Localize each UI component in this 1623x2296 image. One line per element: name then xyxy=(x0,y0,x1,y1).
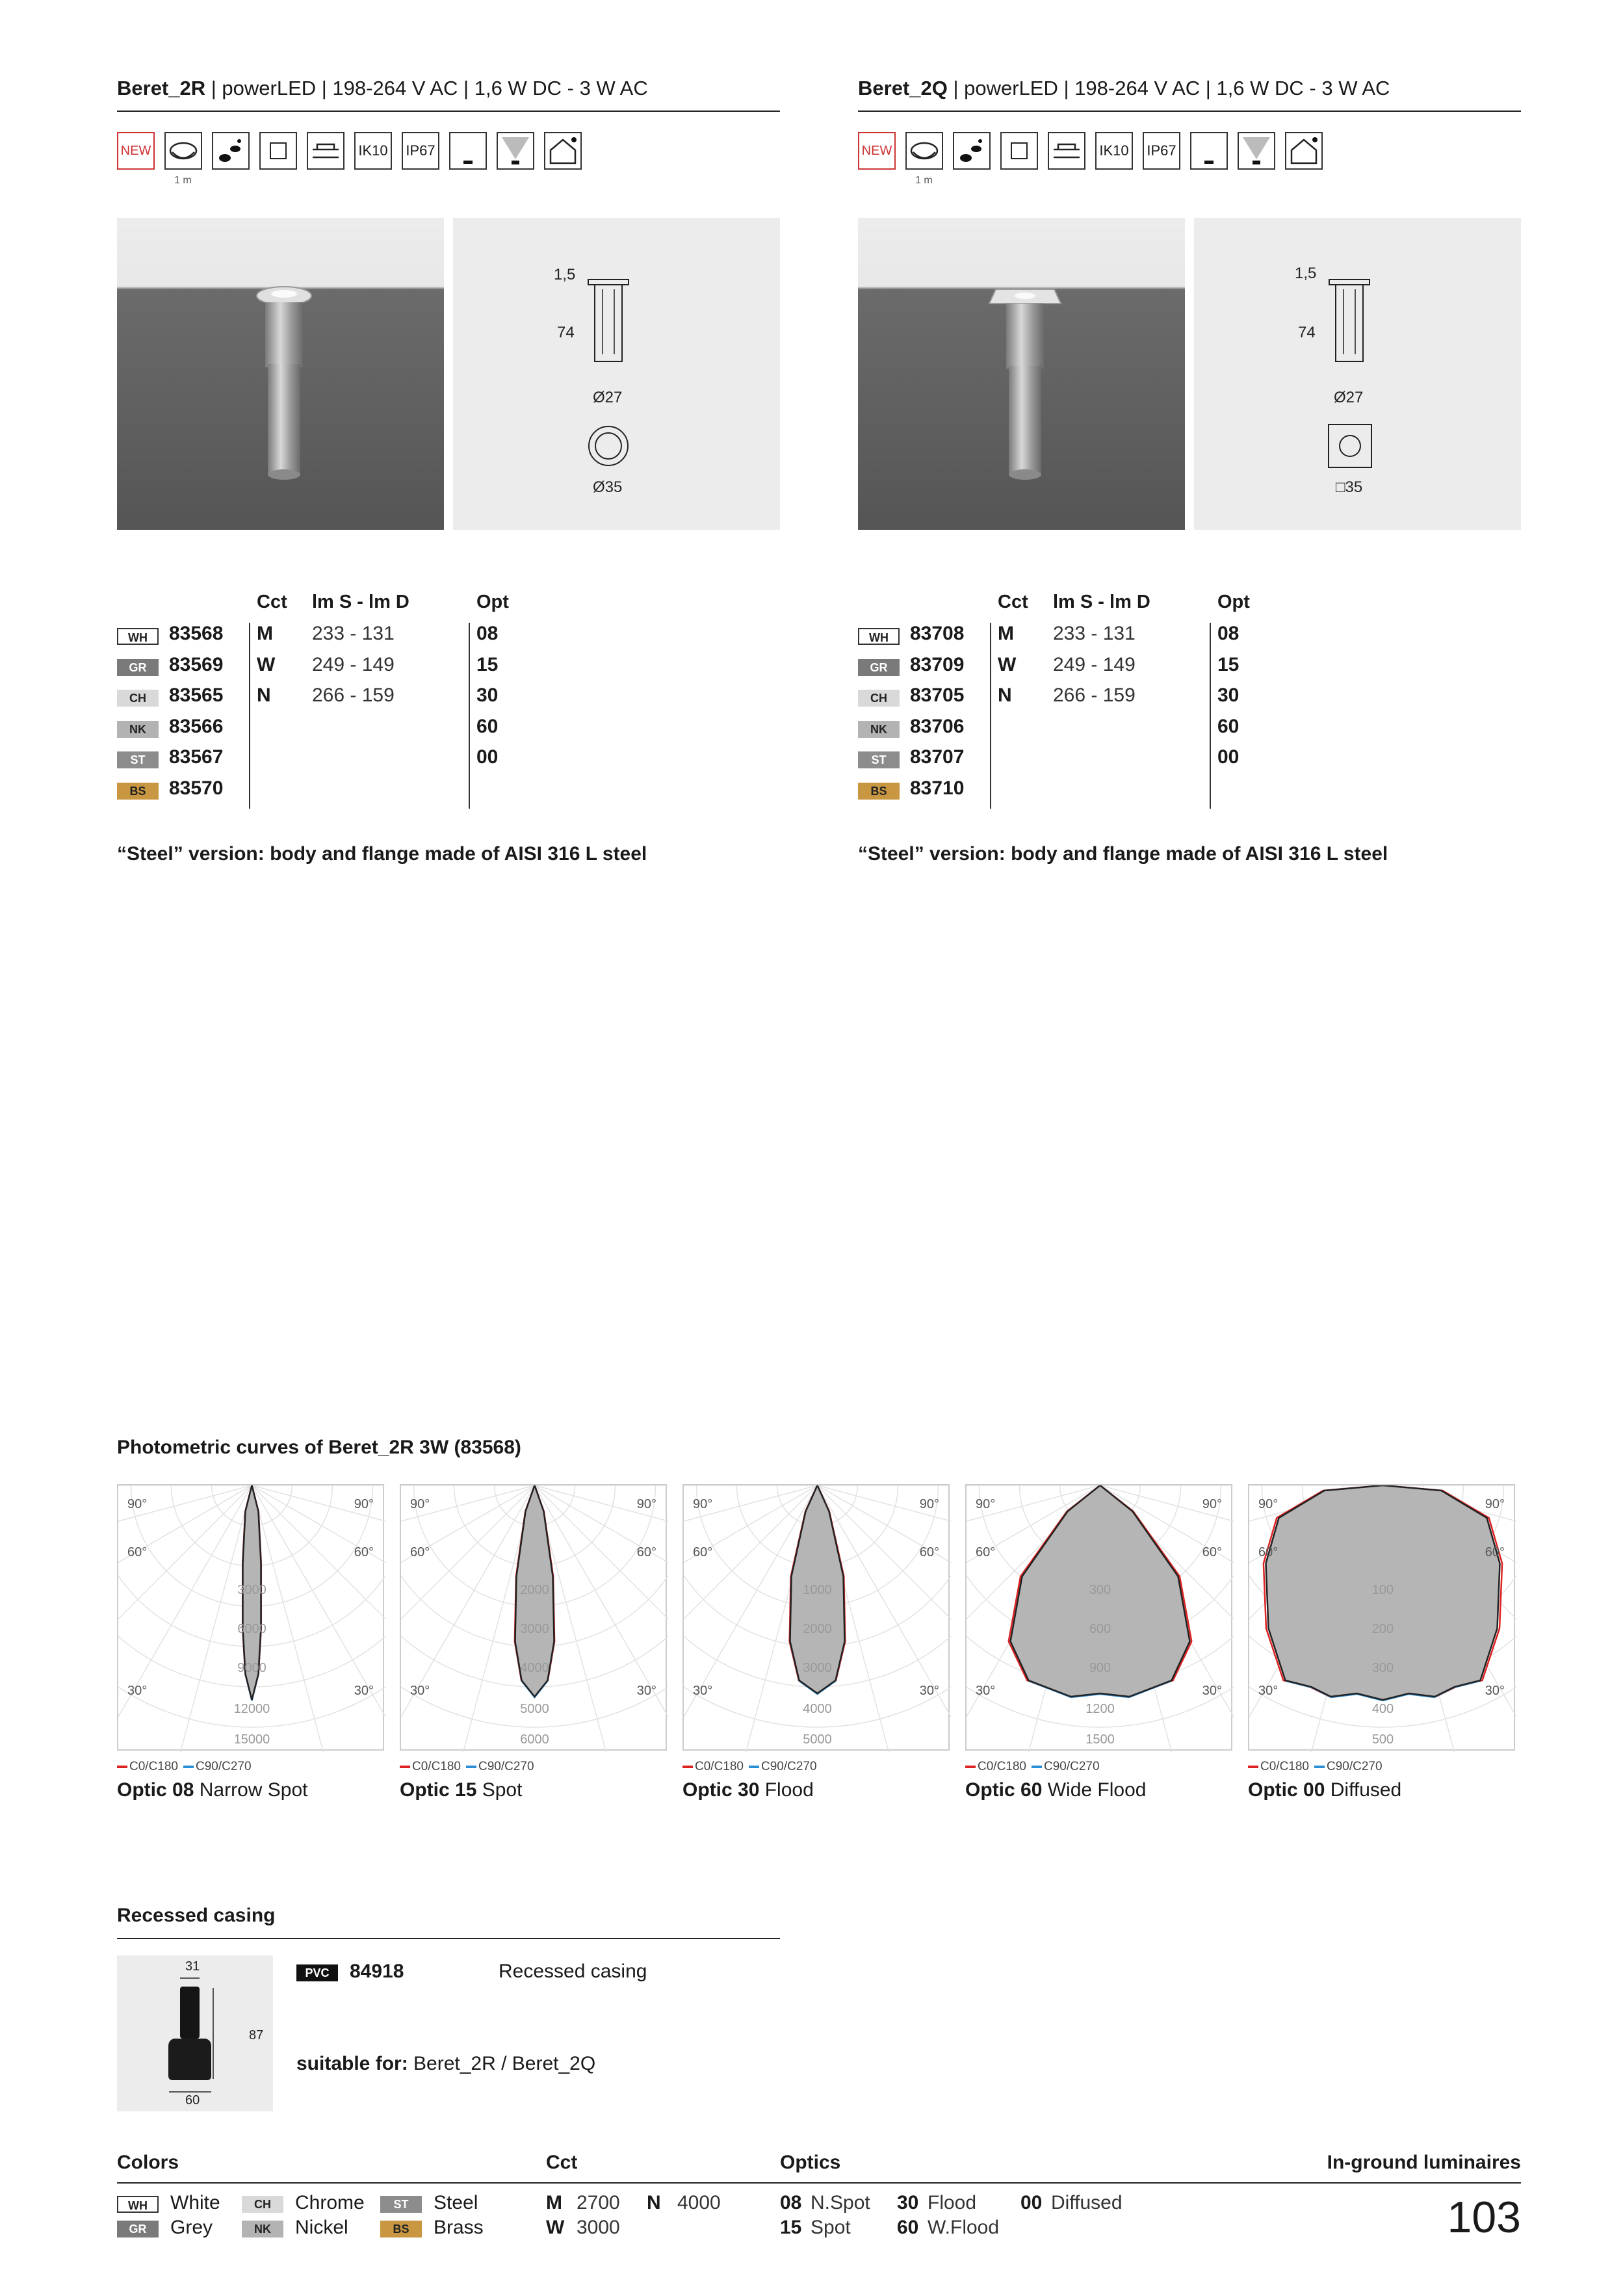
c90-legend-label: C90/C270 xyxy=(196,1760,252,1773)
intensity-tick-label: 4000 xyxy=(520,1661,549,1675)
optic-code: 60 xyxy=(1217,715,1240,737)
optic-code: 08 xyxy=(476,623,499,644)
angle-label-left: 60° xyxy=(127,1545,148,1559)
optic-code: 60 xyxy=(476,715,499,737)
footer-optics-title: Optics xyxy=(780,2152,841,2173)
photometric-chart xyxy=(400,1484,667,1751)
table-row xyxy=(117,685,520,713)
c90-swatch xyxy=(466,1766,476,1768)
right-product-spec: | powerLED | 198-264 V AC | 1,6 W DC - 3 W AC xyxy=(947,77,1390,99)
square-class-icon xyxy=(259,132,297,170)
left-feature-icons xyxy=(117,132,598,186)
lm-header: lm S - lm D xyxy=(1053,592,1150,612)
angle-label-right: 30° xyxy=(636,1684,656,1698)
color-badge: GR xyxy=(117,2221,159,2237)
casing-code: 84918 xyxy=(350,1961,404,1982)
optic-name: Wide Flood xyxy=(1047,1779,1147,1801)
left-product-name: Beret_2R xyxy=(117,77,206,99)
product-code: 83567 xyxy=(169,746,224,768)
optic-number: 60 xyxy=(1020,1779,1043,1801)
curve-legend xyxy=(117,1760,252,1774)
recessed-icon xyxy=(1048,132,1085,170)
optic-code: 00 xyxy=(476,746,499,768)
casing-top-dim: 31 xyxy=(185,1959,200,1974)
pvc-badge: PVC xyxy=(296,1964,338,1981)
footer-colors-title: Colors xyxy=(117,2152,179,2173)
lumen-value: 233 - 131 xyxy=(1053,623,1136,644)
angle-label-right: 30° xyxy=(354,1684,374,1698)
optic-label xyxy=(965,1779,1146,1801)
lumen-value: 266 - 159 xyxy=(312,685,395,706)
lm-header: lm S - lm D xyxy=(312,592,409,612)
table-row xyxy=(117,716,520,744)
optic-number: 08 xyxy=(172,1779,194,1801)
intensity-tick-label: 3000 xyxy=(237,1583,266,1597)
angle-label-right: 60° xyxy=(1202,1545,1222,1559)
angle-label-left: 60° xyxy=(693,1545,713,1559)
casing-height-dim: 87 xyxy=(249,2028,264,2042)
optic-code: 15 xyxy=(1217,653,1240,675)
c0-swatch xyxy=(1248,1766,1258,1768)
optic-name: Narrow Spot xyxy=(199,1779,308,1801)
table-row xyxy=(117,623,520,651)
c0-legend-label: C0/C180 xyxy=(1260,1760,1309,1773)
optic-code: 00 xyxy=(1217,746,1240,768)
product-code: 83705 xyxy=(910,685,965,706)
optic-code: 08 xyxy=(1217,623,1240,644)
outdoor-house-icon xyxy=(544,132,582,170)
photometric-chart xyxy=(682,1484,950,1751)
table-row xyxy=(858,746,1261,775)
angle-label-right: 60° xyxy=(354,1545,374,1559)
finish-badge: BS xyxy=(117,783,159,800)
curve-legend xyxy=(682,1760,817,1774)
angle-label-left: 30° xyxy=(410,1684,430,1698)
c0-swatch xyxy=(400,1766,410,1768)
casing-suitable xyxy=(296,2053,595,2075)
cct-header: Cct xyxy=(257,592,287,612)
surface-temp-icon xyxy=(449,132,487,170)
table-row xyxy=(117,777,520,806)
cable-icon xyxy=(905,132,943,170)
intensity-tick-label: 1500 xyxy=(1085,1732,1115,1747)
finish-badge: GR xyxy=(117,659,159,676)
cct-code: M xyxy=(257,623,273,644)
cct-code: W xyxy=(998,653,1017,675)
intensity-tick-label: 300 xyxy=(1371,1661,1394,1675)
angle-label-right: 30° xyxy=(1485,1684,1505,1698)
body-diameter-dim: Ø27 xyxy=(1334,389,1364,406)
intensity-tick-label: 5000 xyxy=(803,1732,832,1747)
optic-value: N.Spot xyxy=(811,2192,870,2213)
angle-label-left: 30° xyxy=(976,1684,996,1698)
beam-up-icon xyxy=(1238,132,1275,170)
right-steel-note: “Steel” version: body and flange made of AISI 316 L steel xyxy=(858,843,1388,865)
angle-label-left: 30° xyxy=(693,1684,713,1698)
optic-prefix: Optic xyxy=(965,1779,1015,1801)
color-badge: CH xyxy=(242,2196,283,2213)
angle-label-left: 90° xyxy=(1258,1497,1279,1511)
table-row xyxy=(858,654,1261,683)
optic-label xyxy=(400,1779,522,1801)
optic-code: 15 xyxy=(476,653,499,675)
flange-dim: 1,5 xyxy=(1295,265,1317,282)
intensity-tick-label: 200 xyxy=(1371,1622,1394,1636)
angle-label-right: 60° xyxy=(1485,1545,1505,1559)
c0-legend-label: C0/C180 xyxy=(695,1760,744,1773)
finish-badge: NK xyxy=(858,721,900,738)
c90-swatch xyxy=(1032,1766,1042,1768)
table-row xyxy=(117,654,520,683)
c90-swatch xyxy=(183,1766,194,1768)
curve-legend xyxy=(400,1760,534,1774)
product-render-image xyxy=(117,218,444,530)
finish-badge: CH xyxy=(858,690,900,707)
color-name: Chrome xyxy=(295,2192,365,2213)
optic-number: 00 xyxy=(1303,1779,1325,1801)
left-technical-drawing xyxy=(453,218,780,530)
right-product-table xyxy=(858,592,1261,813)
c90-legend-label: C90/C270 xyxy=(1327,1760,1383,1773)
intensity-tick-label: 6000 xyxy=(237,1622,266,1636)
ik10-icon: IK10 xyxy=(1095,132,1133,170)
finish-badge: BS xyxy=(858,783,900,800)
cct-code: M xyxy=(998,623,1014,644)
color-badge: BS xyxy=(380,2221,422,2237)
angle-label-right: 60° xyxy=(636,1545,656,1559)
c0-swatch xyxy=(965,1766,976,1768)
right-feature-icons xyxy=(858,132,1339,186)
suitable-value: Beret_2R / Beret_2Q xyxy=(408,2053,596,2074)
cct-code: N xyxy=(998,685,1012,706)
finish-badge: NK xyxy=(117,721,159,738)
head-square-dim: □35 xyxy=(1336,478,1363,496)
left-product-title xyxy=(117,77,780,112)
table-row xyxy=(858,777,1261,806)
right-technical-drawing xyxy=(1194,218,1521,530)
color-badge: NK xyxy=(242,2221,283,2237)
product-render-image xyxy=(858,218,1185,530)
angle-label-left: 90° xyxy=(976,1497,996,1511)
optic-code: 30 xyxy=(897,2192,919,2213)
color-name: Steel xyxy=(434,2192,478,2213)
table-row xyxy=(117,746,520,775)
ip67-icon: IP67 xyxy=(402,132,439,170)
c90-swatch xyxy=(749,1766,759,1768)
product-code: 83570 xyxy=(169,777,224,799)
angle-label-right: 90° xyxy=(919,1497,939,1511)
surface-temp-icon xyxy=(1190,132,1228,170)
head-diameter-dim: Ø35 xyxy=(593,478,623,496)
new-badge-icon: NEW xyxy=(117,132,155,170)
footer-cct-title: Cct xyxy=(546,2152,578,2173)
casing-bottom-dim: 60 xyxy=(185,2093,200,2107)
cct-value: 2700 xyxy=(577,2192,620,2213)
c0-swatch xyxy=(117,1766,127,1768)
color-name: Brass xyxy=(434,2217,484,2238)
lumen-value: 249 - 149 xyxy=(312,653,395,675)
optic-code: 30 xyxy=(476,685,499,706)
product-code: 83708 xyxy=(910,623,965,644)
optic-prefix: Optic xyxy=(400,1779,450,1801)
optic-value: Diffused xyxy=(1051,2192,1123,2213)
table-row xyxy=(858,685,1261,713)
c0-legend-label: C0/C180 xyxy=(978,1760,1026,1773)
optic-number: 15 xyxy=(455,1779,477,1801)
lumen-value: 233 - 131 xyxy=(312,623,395,644)
c90-swatch xyxy=(1314,1766,1325,1768)
recessed-casing-image xyxy=(117,1955,273,2111)
cable-length-label: 1 m xyxy=(174,175,192,186)
left-product-spec: | powerLED | 198-264 V AC | 1,6 W DC - 3 W AC xyxy=(205,77,648,99)
optic-value: W.Flood xyxy=(928,2217,1000,2238)
intensity-tick-label: 300 xyxy=(1089,1583,1111,1597)
product-code: 83569 xyxy=(169,653,224,675)
square-class-icon xyxy=(1000,132,1038,170)
opt-header: Opt xyxy=(476,592,509,612)
angle-label-right: 30° xyxy=(1202,1684,1222,1698)
curve-legend xyxy=(1248,1760,1383,1774)
cable-length-label: 1 m xyxy=(915,175,933,186)
product-code: 83707 xyxy=(910,746,965,768)
ik10-icon: IK10 xyxy=(354,132,392,170)
color-name: Nickel xyxy=(295,2217,348,2238)
intensity-tick-label: 12000 xyxy=(233,1702,270,1716)
optic-label xyxy=(1248,1779,1401,1801)
finish-badge: ST xyxy=(117,751,159,768)
body-diameter-dim: Ø27 xyxy=(593,389,623,406)
optic-prefix: Optic xyxy=(682,1779,733,1801)
optic-prefix: Optic xyxy=(1248,1779,1298,1801)
intensity-tick-label: 4000 xyxy=(803,1702,832,1716)
recessed-rule xyxy=(117,1938,780,1939)
optic-code: 60 xyxy=(897,2217,919,2238)
product-code: 83706 xyxy=(910,715,965,737)
intensity-tick-label: 9000 xyxy=(237,1661,266,1675)
c0-legend-label: C0/C180 xyxy=(129,1760,178,1773)
finish-badge: CH xyxy=(117,690,159,707)
finish-badge: GR xyxy=(858,659,900,676)
c0-swatch xyxy=(682,1766,693,1768)
photometric-chart xyxy=(117,1484,384,1751)
cct-value: 4000 xyxy=(677,2192,721,2213)
optic-value: Flood xyxy=(928,2192,977,2213)
angle-label-right: 90° xyxy=(636,1497,656,1511)
lumen-value: 249 - 149 xyxy=(1053,653,1136,675)
cct-value: 3000 xyxy=(577,2217,620,2238)
walkover-icon xyxy=(953,132,991,170)
intensity-tick-label: 900 xyxy=(1089,1661,1111,1675)
right-product-name: Beret_2Q xyxy=(858,77,948,99)
intensity-tick-label: 2000 xyxy=(803,1622,832,1636)
left-product-table xyxy=(117,592,520,813)
footer-rule xyxy=(117,2182,1521,2184)
optic-code: 08 xyxy=(780,2192,802,2213)
left-product-photo xyxy=(117,218,444,530)
cct-code: W xyxy=(257,653,276,675)
photometric-title: Photometric curves of Beret_2R 3W (83568) xyxy=(117,1437,521,1458)
finish-badge: WH xyxy=(117,628,159,645)
table-row xyxy=(858,623,1261,651)
c90-legend-label: C90/C270 xyxy=(478,1760,534,1773)
height-dim: 74 xyxy=(1298,324,1316,341)
product-code: 83709 xyxy=(910,653,965,675)
angle-label-left: 90° xyxy=(693,1497,713,1511)
intensity-tick-label: 5000 xyxy=(520,1702,549,1716)
opt-header: Opt xyxy=(1217,592,1250,612)
intensity-tick-label: 100 xyxy=(1371,1583,1394,1597)
angle-label-left: 60° xyxy=(410,1545,430,1559)
cable-icon xyxy=(164,132,202,170)
color-badge: ST xyxy=(380,2196,422,2213)
intensity-tick-label: 15000 xyxy=(233,1732,270,1747)
photometric-chart xyxy=(1248,1484,1515,1751)
intensity-tick-label: 600 xyxy=(1089,1622,1111,1636)
angle-label-right: 90° xyxy=(1202,1497,1222,1511)
cct-code: N xyxy=(257,685,271,706)
beam-up-icon xyxy=(497,132,534,170)
angle-label-left: 60° xyxy=(1258,1545,1279,1559)
optic-code: 00 xyxy=(1020,2192,1043,2213)
recessed-icon xyxy=(307,132,344,170)
color-name: White xyxy=(170,2192,220,2213)
c0-legend-label: C0/C180 xyxy=(412,1760,461,1773)
optic-prefix: Optic xyxy=(117,1779,167,1801)
product-code: 83566 xyxy=(169,715,224,737)
optic-name: Flood xyxy=(764,1779,814,1801)
cct-code: W xyxy=(546,2217,565,2238)
ip67-icon: IP67 xyxy=(1143,132,1180,170)
product-code: 83568 xyxy=(169,623,224,644)
optic-label xyxy=(682,1779,814,1801)
optic-code: 15 xyxy=(780,2217,802,2238)
angle-label-right: 30° xyxy=(919,1684,939,1698)
color-name: Grey xyxy=(170,2217,213,2238)
suitable-label: suitable for: xyxy=(296,2053,408,2074)
cct-code: N xyxy=(647,2192,661,2213)
intensity-tick-label: 500 xyxy=(1371,1732,1394,1747)
table-row xyxy=(858,716,1261,744)
height-dim: 74 xyxy=(557,324,575,341)
outdoor-house-icon xyxy=(1285,132,1323,170)
angle-label-left: 60° xyxy=(976,1545,996,1559)
c90-legend-label: C90/C270 xyxy=(1044,1760,1100,1773)
intensity-tick-label: 3000 xyxy=(520,1622,549,1636)
angle-label-right: 90° xyxy=(354,1497,374,1511)
intensity-tick-label: 6000 xyxy=(520,1732,549,1747)
angle-label-left: 90° xyxy=(127,1497,148,1511)
intensity-tick-label: 3000 xyxy=(803,1661,832,1675)
optic-value: Spot xyxy=(811,2217,851,2238)
finish-badge: ST xyxy=(858,751,900,768)
optic-number: 30 xyxy=(738,1779,760,1801)
page-number: 103 xyxy=(1447,2193,1521,2242)
color-badge: WH xyxy=(117,2196,159,2213)
angle-label-left: 90° xyxy=(410,1497,430,1511)
curve-legend xyxy=(965,1760,1100,1774)
right-product-photo xyxy=(858,218,1185,530)
footer-category: In-ground luminaires xyxy=(1327,2152,1521,2173)
product-code: 83710 xyxy=(910,777,965,799)
angle-label-right: 90° xyxy=(1485,1497,1505,1511)
angle-label-left: 30° xyxy=(127,1684,148,1698)
walkover-icon xyxy=(212,132,250,170)
angle-label-left: 30° xyxy=(1258,1684,1279,1698)
c90-legend-label: C90/C270 xyxy=(761,1760,817,1773)
intensity-tick-label: 400 xyxy=(1371,1702,1394,1716)
recessed-title: Recessed casing xyxy=(117,1905,276,1926)
finish-badge: WH xyxy=(858,628,900,645)
flange-dim: 1,5 xyxy=(554,266,576,283)
photometric-chart xyxy=(965,1484,1232,1751)
intensity-tick-label: 2000 xyxy=(520,1583,549,1597)
cct-code: M xyxy=(546,2192,562,2213)
intensity-tick-label: 1200 xyxy=(1085,1702,1115,1716)
casing-description: Recessed casing xyxy=(499,1961,647,1982)
lumen-value: 266 - 159 xyxy=(1053,685,1136,706)
cct-header: Cct xyxy=(998,592,1028,612)
optic-label xyxy=(117,1779,307,1801)
optic-name: Diffused xyxy=(1330,1779,1402,1801)
optic-name: Spot xyxy=(482,1779,523,1801)
right-product-title xyxy=(858,77,1521,112)
angle-label-right: 60° xyxy=(919,1545,939,1559)
new-badge-icon: NEW xyxy=(858,132,896,170)
intensity-tick-label: 1000 xyxy=(803,1583,832,1597)
product-code: 83565 xyxy=(169,685,224,706)
left-steel-note: “Steel” version: body and flange made of AISI 316 L steel xyxy=(117,843,647,865)
optic-code: 30 xyxy=(1217,685,1240,706)
